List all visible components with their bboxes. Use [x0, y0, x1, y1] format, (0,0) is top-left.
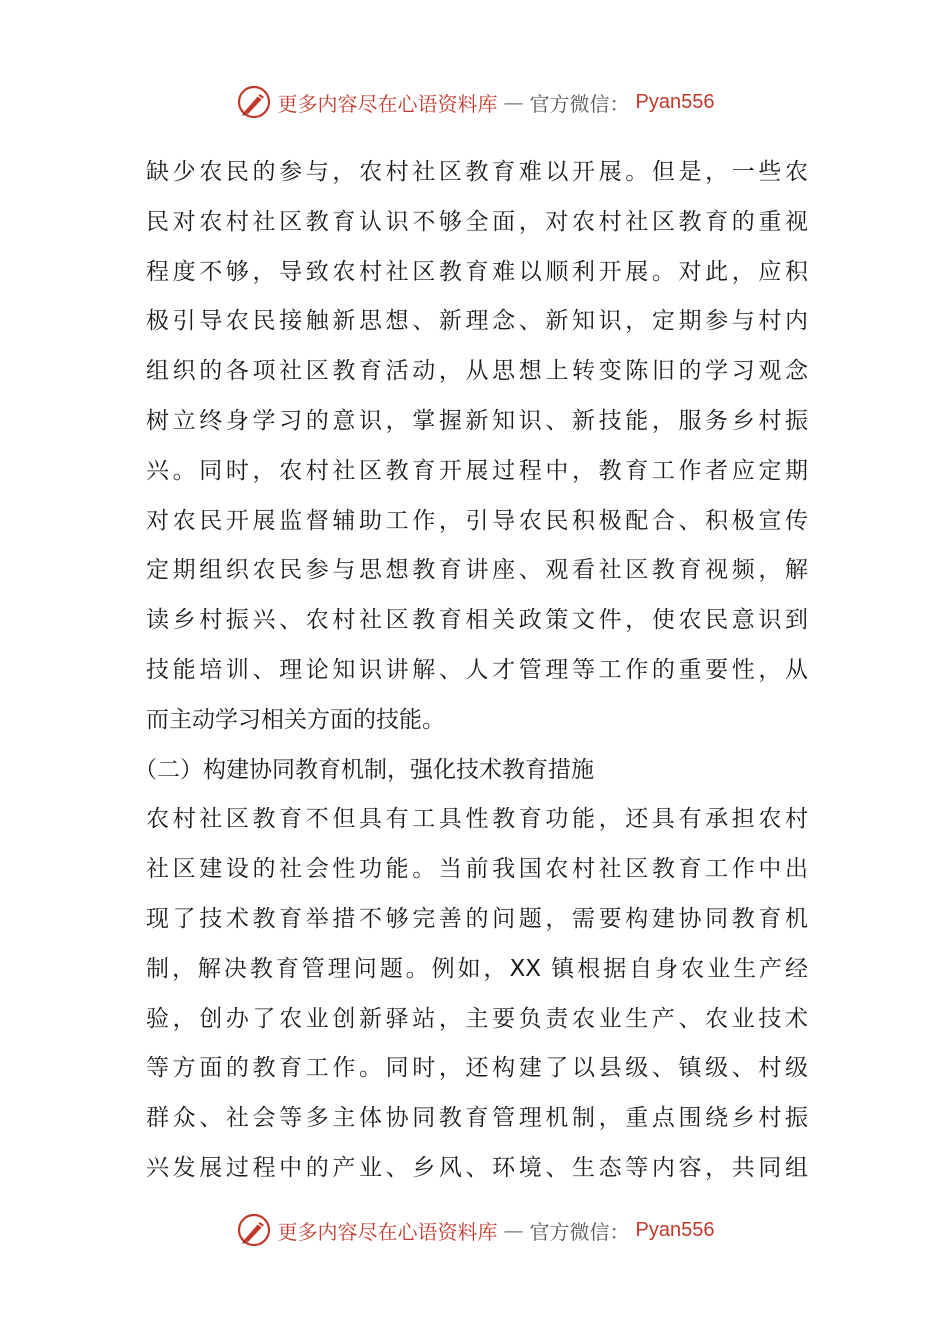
text-line: 社区建设的社会性功能。当前我国农村社区教育工作中出	[146, 856, 808, 883]
footer-banner	[0, 1210, 950, 1250]
banner-brand-text: 更多内容尽在心语资料库	[277, 91, 498, 116]
banner-dash: —	[503, 1218, 524, 1242]
text-line: 缺少农民的参与，农村社区教育难以开展。但是，一些农	[146, 159, 808, 185]
banner-brand-text: 更多内容尽在心语资料库	[277, 1219, 498, 1244]
banner-wechat-id: Pyan556	[635, 90, 715, 113]
document-body	[134, 148, 808, 1194]
text-line: 农村社区教育不但具有工具性教育功能，还具有承担农村	[146, 806, 808, 833]
text-line: 验，创办了农业创新驿站，主要负责农业生产、农业技术	[146, 1005, 808, 1032]
banner-wechat-id: Pyan556	[635, 1218, 715, 1241]
banner-wechat-label: 官方微信：	[529, 91, 630, 116]
text-line: 兴。同时，农村社区教育开展过程中，教育工作者应定期	[146, 457, 808, 484]
text-line: 对农民开展监督辅助工作，引导农民积极配合、积极宣传	[146, 507, 808, 534]
pen-logo-icon	[236, 84, 272, 120]
text-line: 定期组织农民参与思想教育讲座、观看社区教育视频，解	[146, 557, 808, 584]
banner-dash: —	[503, 90, 524, 114]
text-line: 而主动学习相关方面的技能。	[146, 706, 445, 733]
banner-wechat-label: 官方微信：	[529, 1219, 630, 1244]
text-line: 现了技术教育举措不够完善的问题，需要构建协同教育机	[146, 905, 808, 932]
text-line: 兴发展过程中的产业、乡风、环境、生态等内容，共同组	[146, 1154, 808, 1181]
text-line: 程度不够，导致农村社区教育难以顺利开展。对此，应积	[146, 258, 808, 285]
text-line: 读乡村振兴、农村社区教育相关政策文件，使农民意识到	[146, 607, 808, 634]
text-line: 极引导农民接触新思想、新理念、新知识，定期参与村内	[146, 308, 808, 335]
header-banner	[0, 82, 950, 122]
text-line: 树立终身学习的意识，掌握新知识、新技能，服务乡村振	[146, 407, 808, 434]
text-line: 制，解决教育管理问题。例如，XX 镇根据自身农业生产经	[146, 955, 808, 982]
section-heading: （二）构建协同教育机制，强化技术教育措施	[134, 756, 594, 783]
text-line: 等方面的教育工作。同时，还构建了以县级、镇级、村级	[146, 1055, 808, 1082]
text-line: 组织的各项社区教育活动，从思想上转变陈旧的学习观念	[146, 358, 808, 385]
pen-logo-icon	[236, 1212, 272, 1248]
text-line: 群众、社会等多主体协同教育管理机制，重点围绕乡村振	[146, 1105, 808, 1132]
text-line: 技能培训、理论知识讲解、人才管理等工作的重要性，从	[146, 656, 808, 683]
text-line: 民对农村社区教育认识不够全面，对农村社区教育的重视	[146, 208, 808, 235]
